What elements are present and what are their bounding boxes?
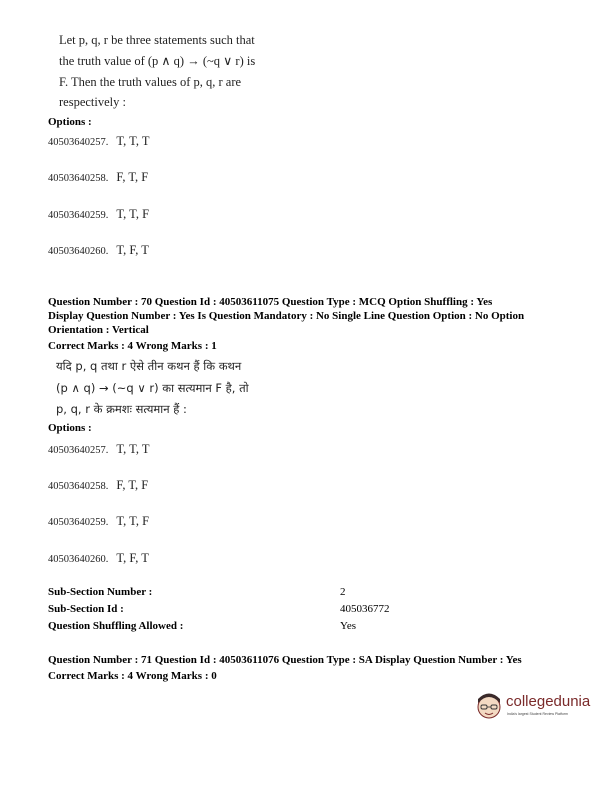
option-id: 40503640257. xyxy=(48,137,109,148)
q71-header-line: Question Number : 71 Question Id : 40503611076 Question Type : SA Display Question Number : Yes xyxy=(48,654,522,666)
question-shuffling-label: Question Shuffling Allowed : xyxy=(48,620,184,632)
option-value: T, F, T xyxy=(116,243,149,257)
option-value: T, T, F xyxy=(116,514,150,528)
q69-option-3 xyxy=(48,205,149,223)
q69-line-2: the truth value of (p ∧ q) → (~q ∨ r) is xyxy=(59,54,256,68)
question-shuffling-value: Yes xyxy=(340,620,357,632)
student-mascot-icon xyxy=(474,690,504,724)
q71-marks: Correct Marks : 4 Wrong Marks : 0 xyxy=(48,670,217,682)
option-id: 40503640259. xyxy=(48,210,109,221)
q69-option-2 xyxy=(48,168,148,186)
logo-tagline: India's largest Student Review Platform xyxy=(507,712,568,716)
option-value: T, F, T xyxy=(116,551,149,565)
q69-line-3: F. Then the truth values of p, q, r are xyxy=(59,75,242,89)
q69-line-4: respectively : xyxy=(59,95,126,109)
option-id: 40503640258. xyxy=(48,173,109,184)
q70-header-line-2: Display Question Number : Yes Is Question Mandatory : No Single Line Question Option : No Option xyxy=(48,310,525,322)
subsection-number-label: Sub-Section Number : xyxy=(48,586,153,598)
subsection-number-value: 2 xyxy=(340,586,346,598)
q70-option-2 xyxy=(48,476,148,494)
q70-hindi-line-3: p, q, r के क्रमशः सत्यमान हैं : xyxy=(56,402,187,416)
q70-hindi-line-2: (p ∧ q) → (~q ∨ r) का सत्यमान F है, तो xyxy=(56,381,249,395)
collegedunia-logo xyxy=(474,690,594,724)
option-id: 40503640260. xyxy=(48,554,109,565)
option-id: 40503640259. xyxy=(48,517,109,528)
q70-option-4 xyxy=(48,549,149,567)
q70-header-line-1: Question Number : 70 Question Id : 40503611075 Question Type : MCQ Option Shuffling : Yes xyxy=(48,296,493,308)
option-value: T, T, T xyxy=(116,442,150,456)
q70-header-line-3: Orientation : Vertical xyxy=(48,324,149,336)
q69-options-label: Options : xyxy=(48,116,92,128)
option-value: T, T, T xyxy=(116,134,150,148)
logo-wordmark: collegedunia xyxy=(506,693,591,710)
subsection-id-value: 405036772 xyxy=(340,603,390,615)
subsection-id-label: Sub-Section Id : xyxy=(48,603,124,615)
q70-option-3 xyxy=(48,512,149,530)
q70-option-1 xyxy=(48,440,149,458)
q69-option-1 xyxy=(48,132,149,150)
option-id: 40503640258. xyxy=(48,481,109,492)
q69-option-4 xyxy=(48,241,149,259)
option-id: 40503640260. xyxy=(48,246,109,257)
option-value: F, T, F xyxy=(116,170,149,184)
option-value: T, T, F xyxy=(116,207,150,221)
q70-marks: Correct Marks : 4 Wrong Marks : 1 xyxy=(48,340,217,352)
q70-options-label: Options : xyxy=(48,422,92,434)
q70-hindi-line-1: यदि p, q तथा r ऐसे तीन कथन हैं कि कथन xyxy=(56,359,242,373)
option-value: F, T, F xyxy=(116,478,149,492)
q69-line-1: Let p, q, r be three statements such that xyxy=(59,33,255,47)
option-id: 40503640257. xyxy=(48,445,109,456)
